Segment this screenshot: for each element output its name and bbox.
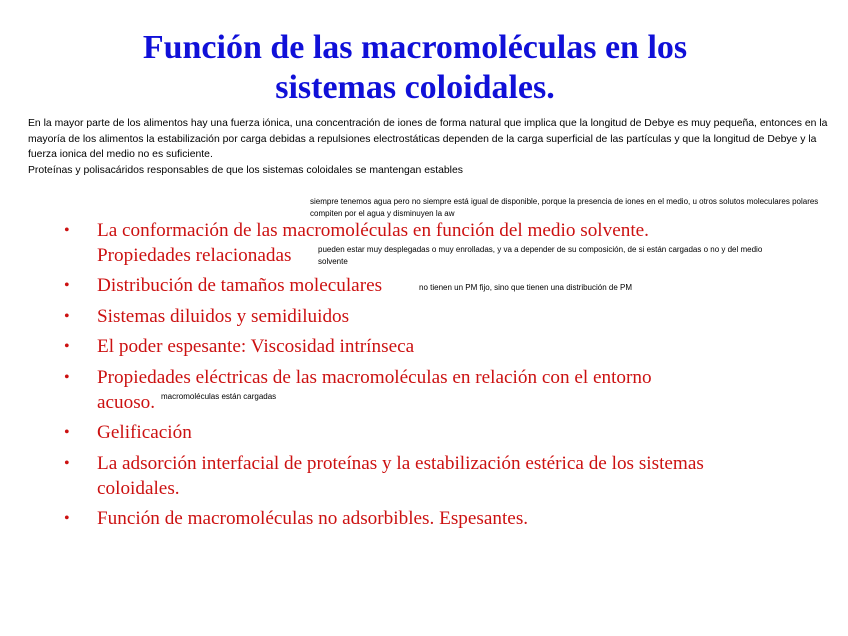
bullet-marker: •: [64, 424, 70, 441]
list-item-sistemas-diluidos: [97, 304, 797, 329]
list-item-gelificacion: [97, 420, 797, 445]
title-line-1: Función de las macromoléculas en los: [142, 29, 688, 66]
list-item-poder-espesante: [97, 334, 797, 359]
bullet-marker: •: [64, 510, 70, 527]
bullet-marker: •: [64, 277, 70, 294]
intro-paragraph-2: Proteínas y polisacáridos responsables de que los sistemas coloidales se mantengan estables: [28, 164, 463, 176]
list-item-adsorcion: [97, 451, 797, 501]
list-item-no-adsorbibles: [97, 506, 797, 531]
intro-paragraph-1: En la mayor parte de los alimentos hay una fuerza iónica, una concentración de iones de forma natural que implica que la longitud de Debye es muy pequeña, entonces en la mayoría de los alimentos la estabilización por carga debidas a repulsiones electrostáticas dependen de la carga superficial de las partículas y que la longitud de Debye y la fuerza ionica del medio no es suficiente.: [28, 118, 828, 160]
annotation-propiedades: pueden estar muy desplegadas o muy enrolladas, y va a depender de su composición, de si están cargadas o no y del medio solvente: [318, 245, 763, 266]
list-item-line: Propiedades eléctricas de las macromoléculas en relación con el entorno: [97, 367, 652, 388]
title-line-2: sistemas coloidales.: [275, 69, 555, 106]
list-item-propiedades-electricas: [97, 365, 797, 415]
annotation-cargadas: macromoléculas están cargadas: [161, 392, 277, 401]
bullet-marker: •: [64, 369, 70, 386]
list-item-line: La conformación de las macromoléculas en función del medio solvente.: [97, 220, 649, 241]
list-item-line: acuoso.: [97, 392, 156, 413]
bullet-marker: •: [64, 338, 70, 355]
bullet-marker: •: [64, 308, 70, 325]
bullet-marker: •: [64, 455, 70, 472]
list-item-line: La adsorción interfacial de proteínas y la estabilización estérica de los sistemas: [97, 453, 704, 474]
list-item-line: coloidales.: [97, 478, 180, 499]
list-item-line: Sistemas diluidos y semidiluidos: [97, 306, 350, 327]
annotation-agua: siempre tenemos agua pero no siempre está igual de disponible, porque la presencia de iones en el medio, u otros solutos moleculares polares compiten por el agua y disminuyen la aw: [310, 197, 819, 218]
list-item-line: El poder espesante: Viscosidad intrínseca: [97, 336, 415, 357]
list-item-line: Propiedades relacionadas: [97, 245, 292, 266]
list-item-line: Distribución de tamaños moleculares: [97, 275, 383, 296]
annotation-pm: no tienen un PM fijo, sino que tienen una distribución de PM: [419, 283, 633, 292]
bullet-marker: •: [64, 222, 70, 239]
list-item-line: Función de macromoléculas no adsorbibles. Espesantes.: [97, 508, 529, 529]
list-item-line: Gelificación: [97, 422, 192, 443]
